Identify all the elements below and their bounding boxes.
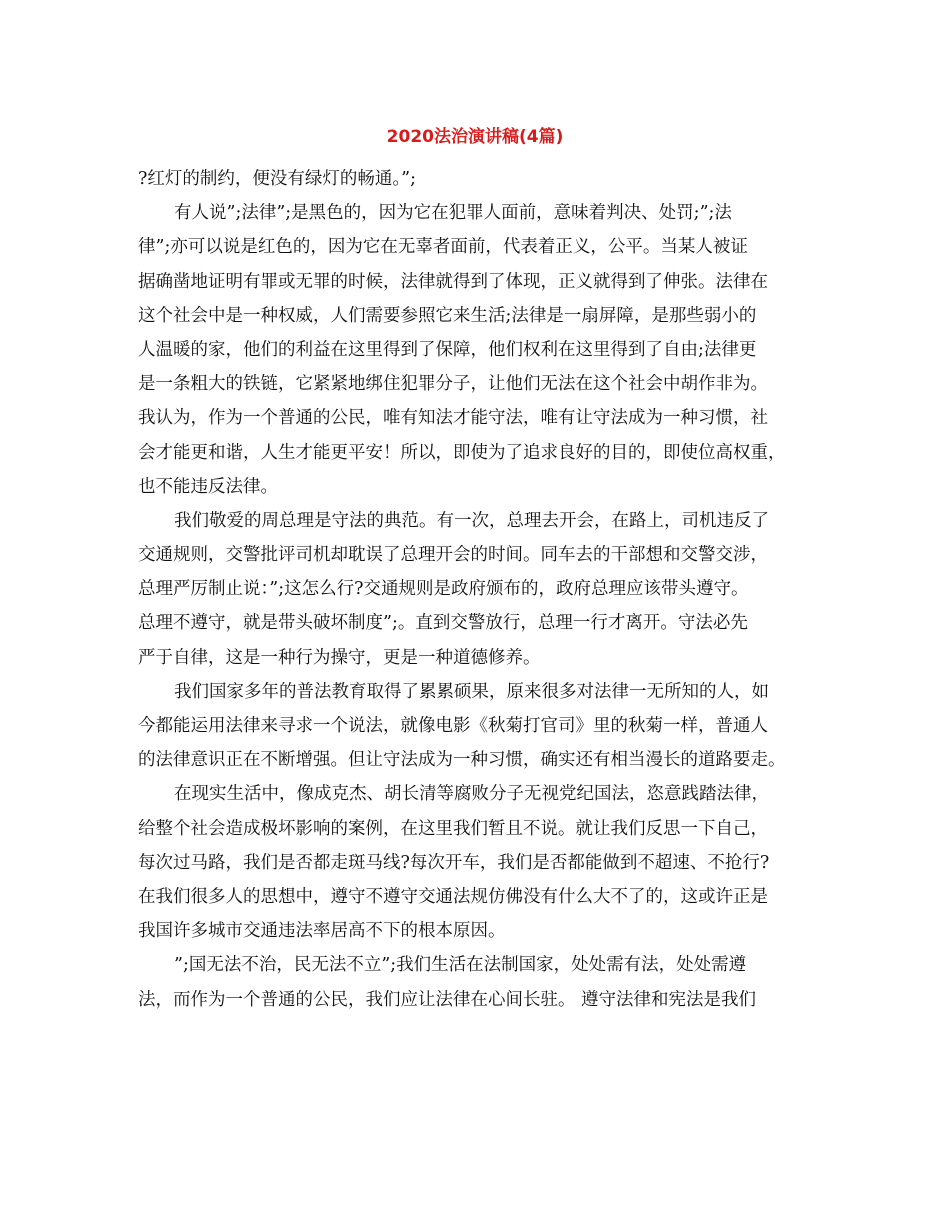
text-line: ?红灯的制约，便没有绿灯的畅通。”;	[138, 169, 416, 189]
text-line: 我认为，作为一个普通的公民，唯有知法才能守法，唯有让守法成为一种习惯，社	[138, 408, 768, 429]
text-line: 法，而作为一个普通的公民，我们应让法律在心间长驻。 遵守法律和宪法是我们	[138, 989, 757, 1010]
text-line: 交通规则，交警批评司机却耽误了总理开会的时间。同车去的干部想和交警交涉，	[138, 545, 768, 566]
text-line: 也不能违反法律。	[138, 476, 278, 497]
text-line: 总理严厉制止说：”;这怎么行?交通规则是政府颁布的，政府总理应该带头遵守。	[138, 579, 749, 600]
text-line: 是一条粗大的铁链，它紧紧地绑住犯罪分子，让他们无法在这个社会中胡作非为。	[138, 374, 768, 395]
document-body	[138, 162, 818, 1017]
text-line: 我国许多城市交通违法率居高不下的根本原因。	[138, 921, 506, 942]
text-line: 在我们很多人的思想中，遵守不遵守交通法规仿佛没有什么大不了的，这或许正是	[138, 886, 768, 907]
text-line: 总理不遵守，就是带头破坏制度”;。直到交警放行，总理一行才离开。守法必先	[138, 613, 748, 634]
text-line: 每次过马路，我们是否都走斑马线?每次开车，我们是否都能做到不超速、不抢行?	[138, 852, 770, 873]
document-title: 2020法治演讲稿(4篇)	[386, 127, 564, 147]
text-line: 给整个社会造成极坏影响的案例，在这里我们暂且不说。就让我们反思一下自己，	[138, 818, 768, 839]
text-line: 会才能更和谐，人生才能更平安！所以，即使为了追求良好的目的，即使位高权重，	[138, 442, 786, 463]
text-line: 律”;亦可以说是红色的，因为它在无辜者面前，代表着正义，公平。当某人被证	[138, 237, 748, 258]
text-line: 有人说”;法律”;是黑色的，因为它在犯罪人面前，意味着判决、处罚;”;法	[174, 203, 732, 224]
text-line: 严于自律，这是一种行为操守，更是一种道德修养。	[138, 647, 541, 668]
text-line: 我们敬爱的周总理是守法的典范。有一次，总理去开会，在路上，司机违反了	[174, 510, 769, 531]
text-line: ”;国无法不治，民无法不立”;我们生活在法制国家，处处需有法，处处需遵	[174, 955, 747, 976]
text-line: 这个社会中是一种权威，人们需要参照它来生活;法律是一扇屏障，是那些弱小的	[138, 305, 757, 326]
text-line: 在现实生活中，像成克杰、胡长清等腐败分子无视党纪国法，恣意践踏法律，	[174, 784, 769, 805]
text-line: 今都能运用法律来寻求一个说法，就像电影《秋菊打官司》里的秋菊一样，普通人	[138, 716, 768, 736]
text-line: 据确凿地证明有罪或无罪的时候，法律就得到了体现，正义就得到了伸张。法律在	[138, 271, 768, 292]
text-line: 人温暖的家，他们的利益在这里得到了保障，他们权利在这里得到了自由;法律更	[138, 339, 757, 360]
text-line: 的法律意识正在不断增强。但让守法成为一种习惯，确实还有相当漫长的道路要走。	[138, 750, 786, 771]
text-line: 我们国家多年的普法教育取得了累累硕果，原来很多对法律一无所知的人，如	[174, 681, 769, 702]
